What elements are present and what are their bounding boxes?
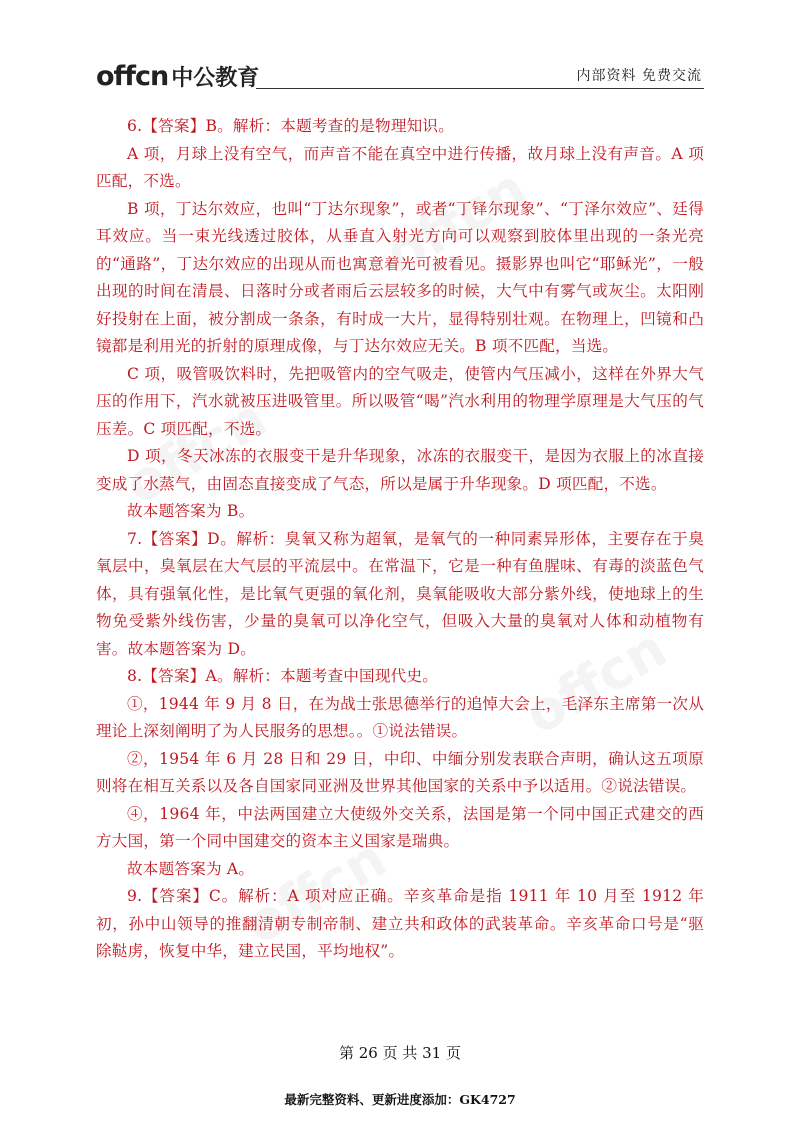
answer-paragraph: 故本题答案为 B。 [127,502,255,520]
answer-paragraph: C 项，吸管吸饮料时，先把吸管内的空气吸走，使管内气压减小，这样在外界大气压的作用下，汽水就被压进吸管里。所以吸管“喝”汽水利用的物理学原理是大气压的气压差。C 项匹配，不选。 [96,364,704,438]
document-body [96,113,704,966]
footer-note: 最新完整资料、更新进度添加：GK4727 [284,1092,516,1107]
answer-paragraph: D 项，冬天冰冻的衣服变干是升华现象，冰冻的衣服变干，是因为衣服上的冰直接变成了水蒸气，由固态直接变成了气态，所以是属于升华现象。D 项匹配，不选。 [96,447,704,493]
logo-mark: offcn [96,61,169,92]
offcn-logo [96,56,259,90]
answer-paragraph: 8.【答案】A。解析：本题考查中国现代史。 [127,667,439,685]
answer-paragraph: ④，1964 年，中法两国建立大使级外交关系，法国是第一个同中国正式建交的西方大国，第一个同中国建交的资本主义国家是瑞典。 [96,804,704,850]
answer-paragraph: A 项，月球上没有空气，而声音不能在真空中进行传播，故月球上没有声音。A 项匹配，不选。 [96,144,704,190]
answer-paragraph: 故本题答案为 A。 [127,859,255,878]
header-tag: 内部资料 免费交流 [576,68,702,84]
answer-paragraph: 7.【答案】D。解析：臭氧又称为超氧，是氧气的一种同素异形体，主要存在于臭氧层中，臭氧层在大气层的平流层中。在常温下，它是一种有鱼腥味、有毒的淡蓝色气体，具有强氧化性，是比氧气更强的氧化剂，臭氧能吸收大部分紫外线，使地球上的生物免受紫外线伤害，少量的臭氧可以净化空气，但吸入大量的臭氧对人体和动植物有害。故本题答案为 D。 [96,529,704,658]
answer-paragraph: 6.【答案】B。解析：本题考查的是物理知识。 [127,117,455,135]
answer-paragraph: ②，1954 年 6 月 28 日和 29 日，中印、中缅分别发表联合声明，确认这五项原则将在相互关系以及各自国家同亚洲及世界其他国家的关系中予以适用。②说法错误。 [96,749,704,795]
logo-text: 中公教育 [171,66,260,91]
page-header [96,56,704,90]
answer-paragraph: 9.【答案】C。解析：A 项对应正确。辛亥革命是指 1911 年 10 月至 1912 年初，孙中山领导的推翻清朝专制帝制、建立共和政体的武装革命。辛亥革命口号是“驱除鞑虏，恢复中华，建立民国，平均地权”。 [96,887,704,960]
answer-paragraph: ①，1944 年 9 月 8 日，在为战士张思德举行的追悼大会上，毛泽东主席第一次从理论上深刻阐明了为人民服务的思想。。①说法错误。 [96,694,704,740]
page-number: 第 26 页 共 31 页 [338,1044,461,1062]
header-rule [256,88,704,89]
answer-paragraph: B 项，丁达尔效应，也叫“丁达尔现象”，或者“丁铎尔现象”、“丁泽尔效应”、廷得耳效应。当一束光线透过胶体，从垂直入射光方向可以观察到胶体里出现的一条光亮的“通路”，丁达尔效应的出现从而也寓意着光可被看见。摄影界也叫它“耶稣光”，一般出现的时间在清晨、日落时分或者雨后云层较多的时候，大气中有雾气或灰尘。太阳刚好投射在上面，被分割成一条条，有时成一大片，显得特别壮观。在物理上，凹镜和凸镜都是利用光的折射的原理成像，与丁达尔效应无关。B 项不匹配，当选。 [96,199,704,355]
